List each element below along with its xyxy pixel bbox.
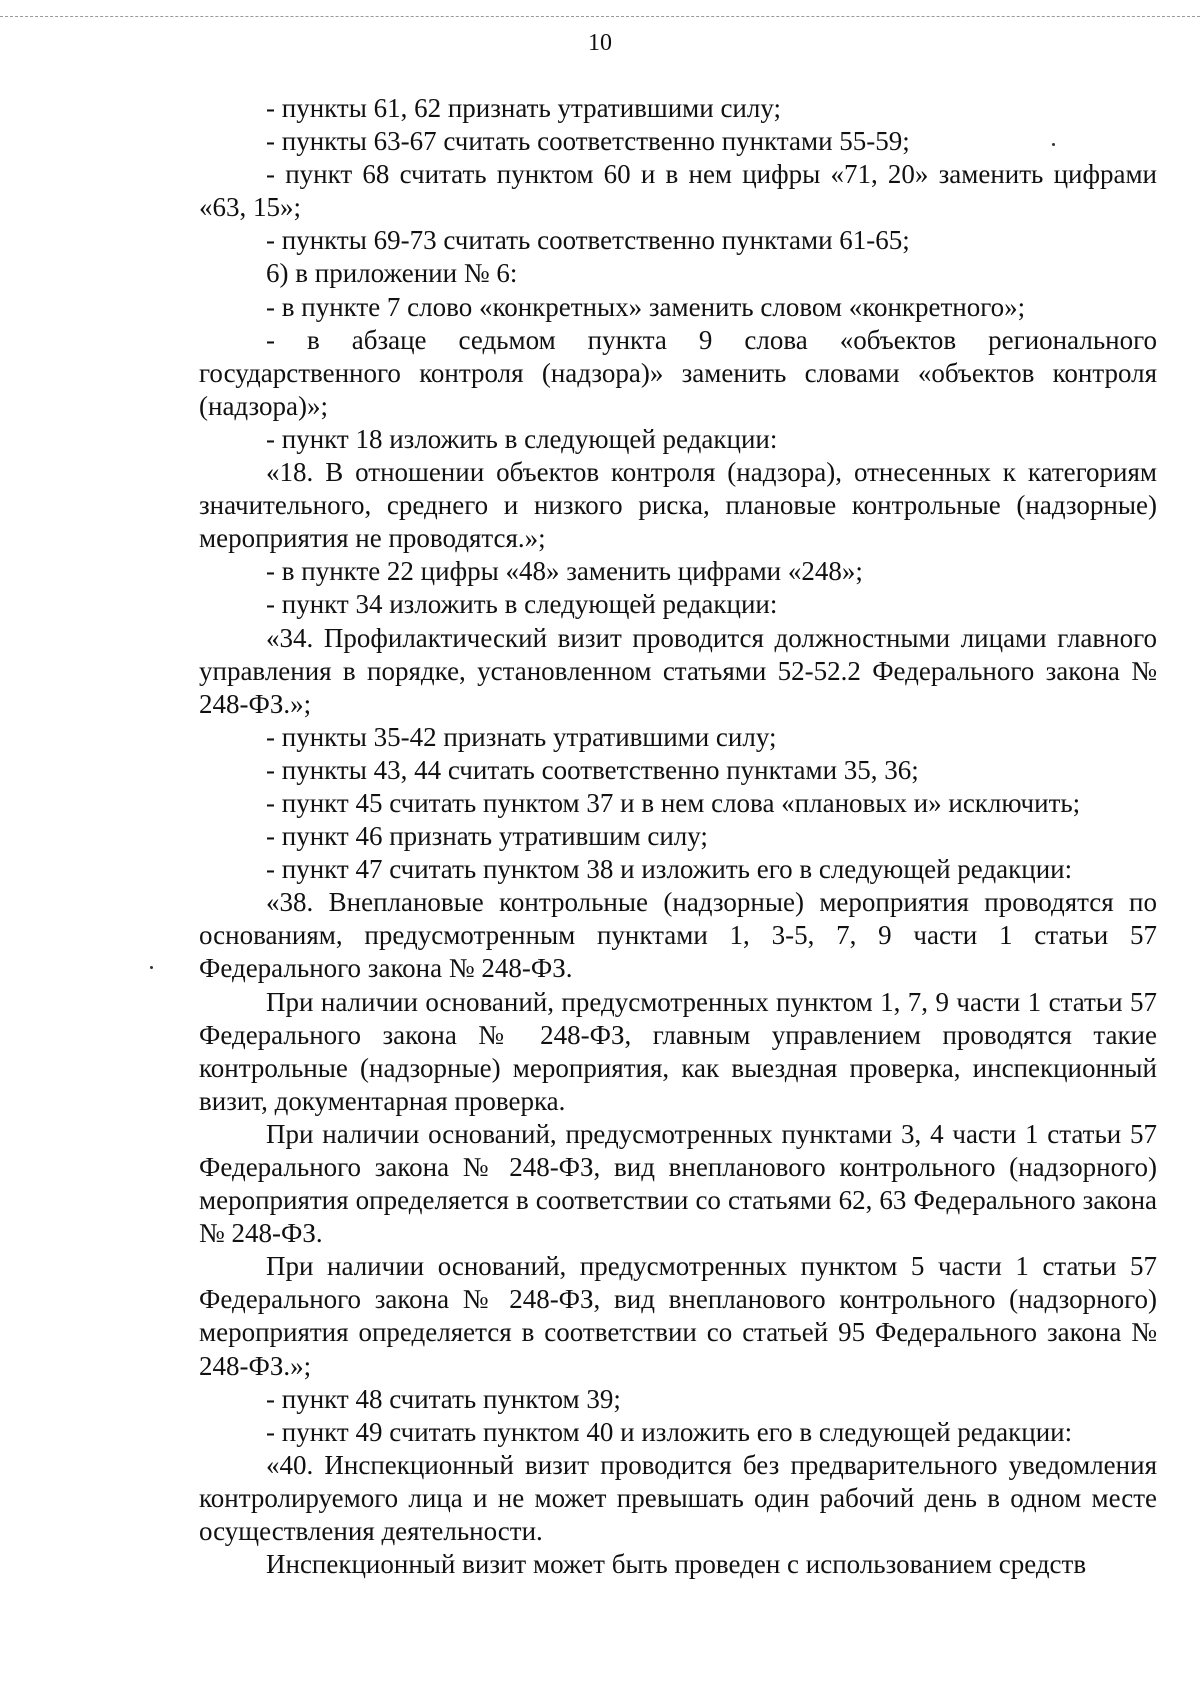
paragraph: - пункт 49 считать пунктом 40 и изложить его в следующей редакции:	[266, 1416, 1073, 1447]
document-body	[199, 92, 1157, 1581]
scan-speck	[150, 966, 153, 969]
paragraph: «40. Инспекционный визит проводится без предварительного уведомления контролируемого лица и не может превышать один рабочий день в одном месте осуществления деятельности.	[199, 1449, 1157, 1547]
scan-edge-line	[0, 16, 1200, 17]
paragraph: - пункты 43, 44 считать соответственно пунктами 35, 36;	[266, 754, 919, 785]
page-number: 10	[588, 30, 612, 56]
paragraph: - в абзаце седьмом пункта 9 слова «объектов регионального государственного контроля (надзора)» заменить словами «объектов контроля (надзора)»;	[199, 324, 1157, 421]
paragraph: 6) в приложении № 6:	[266, 258, 518, 289]
paragraph: - в пункте 7 слово «конкретных» заменить словом «конкретного»;	[266, 291, 1026, 322]
paragraph: - в пункте 22 цифры «48» заменить цифрами «248»;	[266, 556, 863, 587]
paragraph: - пункт 48 считать пунктом 39;	[266, 1383, 621, 1414]
paragraph: - пункт 47 считать пунктом 38 и изложить его в следующей редакции:	[266, 854, 1073, 885]
paragraph: - пункты 35-42 признать утратившими силу;	[266, 721, 777, 752]
paragraph: - пункты 61, 62 признать утратившими силу;	[266, 93, 781, 123]
paragraph: При наличии оснований, предусмотренных пунктами 3, 4 части 1 статьи 57 Федерального закона № 248-ФЗ, вид внепланового контрольного (надзорного) мероприятия определяется в соответствии со статьями 62, 63 Федерального закона № 248-ФЗ.	[199, 1118, 1157, 1249]
paragraph: «34. Профилактический визит проводится должностными лицами главного управления в порядке, установленном статьями 52-52.2 Федерального закона № 248-ФЗ.»;	[199, 622, 1157, 719]
paragraph: Инспекционный визит может быть проведен с использованием средств	[266, 1549, 1087, 1580]
paragraph: «18. В отношении объектов контроля (надзора), отнесенных к категориям значительного, среднего и низкого риска, плановые контрольные (надзорные) мероприятия не проводятся.»;	[199, 457, 1157, 554]
paragraph: - пункт 34 изложить в следующей редакции:	[266, 589, 778, 620]
paragraph: - пункт 45 считать пунктом 37 и в нем слова «плановых и» исключить;	[266, 787, 1081, 818]
paragraph: - пункт 46 признать утратившим силу;	[266, 821, 708, 852]
paragraph: - пункт 68 считать пунктом 60 и в нем цифры «71, 20» заменить цифрами «63, 15»;	[199, 159, 1157, 223]
paragraph: - пункты 63-67 считать соответственно пунктами 55-59;	[266, 126, 910, 157]
paragraph: При наличии оснований, предусмотренных пунктом 1, 7, 9 части 1 статьи 57 Федерального закона № 248-ФЗ, главным управлением проводятся такие контрольные (надзорные) мероприятия, как выездная проверка, инспекционный визит, документарная проверка.	[199, 986, 1157, 1116]
paragraph: - пункт 18 изложить в следующей редакции:	[266, 423, 778, 454]
paragraph: При наличии оснований, предусмотренных пунктом 5 части 1 статьи 57 Федерального закона № 248-ФЗ, вид внепланового контрольного (надзорного) мероприятия определяется в соответствии со статьей 95 Федерального закона № 248-ФЗ.»;	[199, 1251, 1157, 1381]
paragraph: - пункты 69-73 считать соответственно пунктами 61-65;	[266, 225, 910, 256]
paragraph: «38. Внеплановые контрольные (надзорные) мероприятия проводятся по основаниям, предусмотренным пунктами 1, 3-5, 7, 9 части 1 статьи 57 Федерального закона № 248-ФЗ.	[199, 887, 1157, 984]
